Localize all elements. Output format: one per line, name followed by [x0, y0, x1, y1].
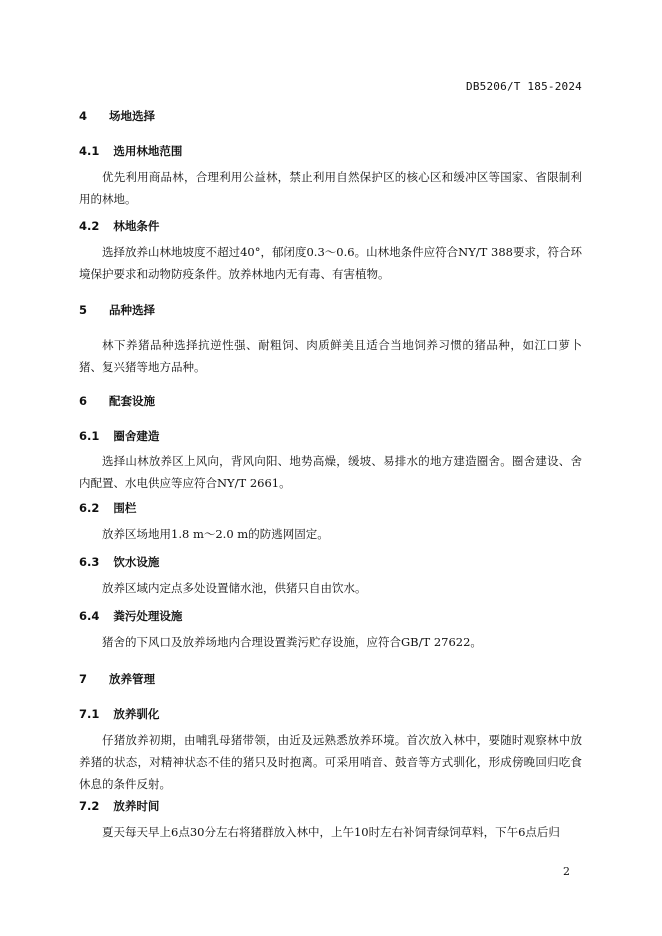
- section-number: 5: [79, 303, 88, 317]
- section-number: 6.4: [79, 609, 100, 623]
- section-number: 6: [79, 394, 88, 408]
- section-heading-4: [79, 108, 155, 124]
- section-number: 7.1: [79, 707, 100, 721]
- paragraph-4-1: 优先利用商品林，合理利用公益林，禁止利用自然保护区的核心区和缓冲区等国家、省限制利用的林地。: [79, 170, 582, 206]
- paragraph-6-4: 猪舍的下风口及放养场地内合理设置粪污贮存设施，应符合GB/T 27622。: [102, 635, 482, 649]
- paragraph-6-1: 选择山林放养区上风向，背风向阳、地势高燥，缓坡、易排水的地方建造圈舍。圈舍建设、舍内配置、水电供应等应符合NY/T 2661。: [79, 454, 582, 490]
- section-number: 6.1: [79, 429, 100, 443]
- section-number: 6.2: [79, 501, 100, 515]
- section-number: 4: [79, 109, 88, 123]
- section-title: 放养驯化: [113, 707, 160, 721]
- section-number: 6.3: [79, 555, 100, 569]
- section-title: 选用林地范围: [113, 144, 183, 158]
- section-title: 品种选择: [109, 303, 156, 317]
- section-number: 7.2: [79, 799, 100, 813]
- section-title: 饮水设施: [113, 555, 160, 569]
- section-heading-7-1: [79, 706, 159, 722]
- section-number: 4.1: [79, 144, 100, 158]
- paragraph-7-1: 仔猪放养初期，由哺乳母猪带领，由近及远熟悉放养环境。首次放入林中，要随时观察林中放养猪的状态，对精神状态不佳的猪只及时抱离。可采用哨音、鼓音等方式驯化，形成傍晚回归吃食休息的条件反射。: [79, 733, 582, 791]
- section-heading-6-3: [79, 554, 159, 570]
- paragraph-4-2: 选择放养山林地坡度不超过40°，郁闭度0.3～0.6。山林地条件应符合NY/T 388要求，符合环境保护要求和动物防疫条件。放养林地内无有毒、有害植物。: [79, 245, 582, 281]
- section-number: 7: [79, 672, 88, 686]
- section-number: 4.2: [79, 219, 100, 233]
- section-heading-4-2: [79, 218, 159, 234]
- section-heading-6: [79, 393, 155, 409]
- section-heading-7: [79, 671, 155, 687]
- paragraph-5: 林下养猪品种选择抗逆性强、耐粗饲、肉质鲜美且适合当地饲养习惯的猪品种，如江口萝卜猪、复兴猪等地方品种。: [79, 338, 582, 374]
- paragraph-6-3: 放养区域内定点多处设置储水池，供猪只自由饮水。: [102, 581, 367, 595]
- section-heading-7-2: [79, 798, 159, 814]
- section-heading-4-1: [79, 143, 182, 159]
- section-title: 围栏: [113, 501, 137, 515]
- section-title: 放养时间: [113, 799, 160, 813]
- section-heading-6-4: [79, 608, 182, 624]
- paragraph-7-2: 夏天每天早上6点30分左右将猪群放入林中，上午10时左右补饲青绿饲草料，下午6点后归: [102, 825, 560, 839]
- section-title: 林地条件: [113, 219, 160, 233]
- section-title: 场地选择: [109, 109, 156, 123]
- document-code: DB5206/T 185-2024: [466, 80, 582, 93]
- section-title: 放养管理: [109, 672, 156, 686]
- section-title: 圈舍建造: [113, 429, 160, 443]
- section-heading-6-2: [79, 500, 136, 516]
- section-title: 配套设施: [109, 394, 156, 408]
- paragraph-6-2: 放养区场地用1.8 m～2.0 m的防逃网固定。: [102, 527, 329, 541]
- section-title: 粪污处理设施: [113, 609, 183, 623]
- section-heading-5: [79, 302, 155, 318]
- section-heading-6-1: [79, 428, 159, 444]
- page-number: 2: [563, 865, 570, 878]
